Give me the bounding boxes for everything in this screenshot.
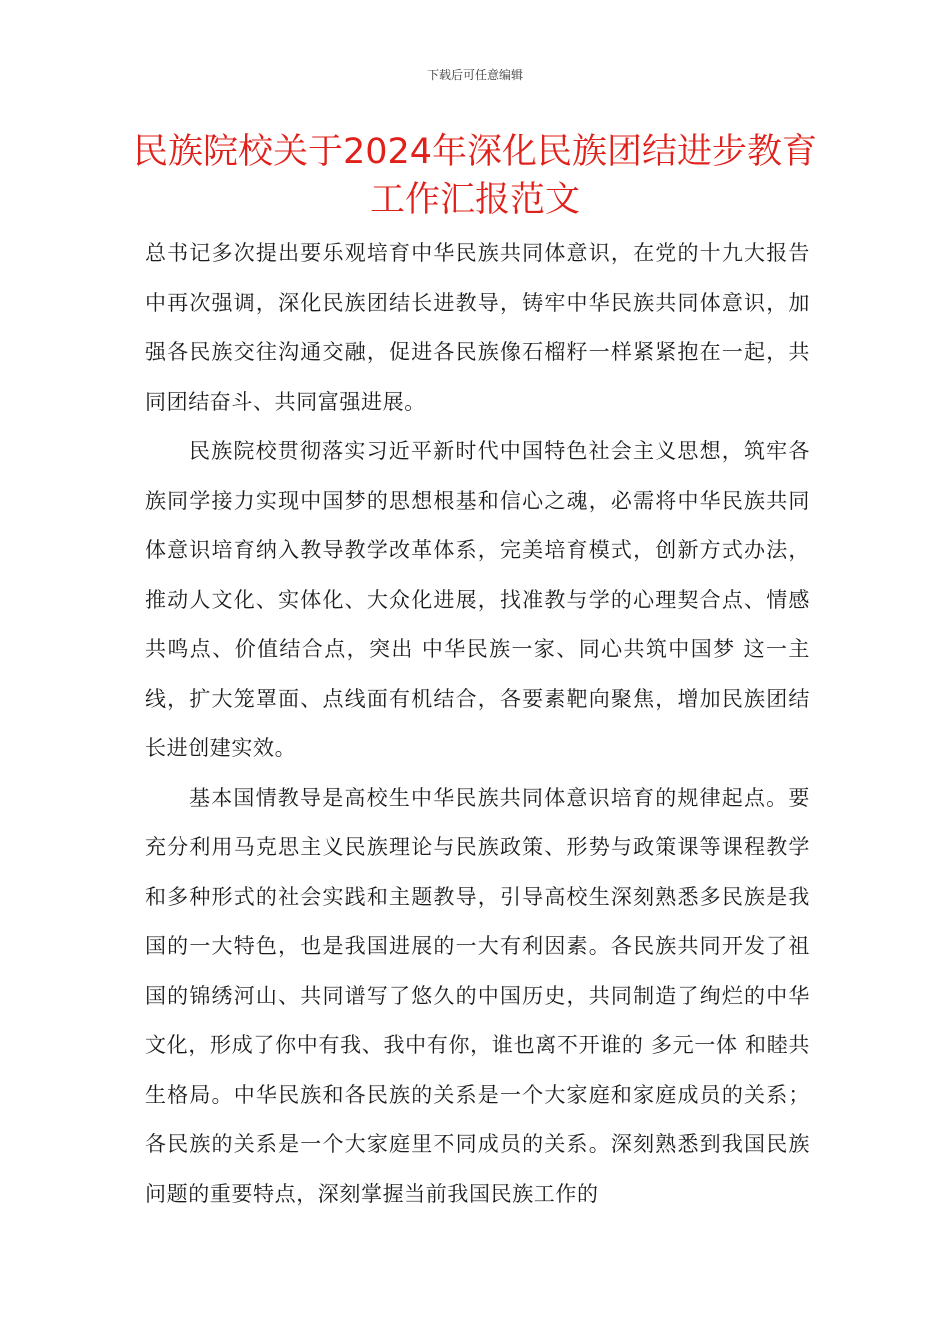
document-body [145, 229, 810, 1219]
header-note: 下载后可任意编辑 [426, 68, 523, 82]
paragraph-1: 总书记多次提出要乐观培育中华民族共同体意识，在党的十九大报告中再次强调，深化民族团结长进教导，铸牢中华民族共同体意识，加强各民族交往沟通交融，促进各民族像石榴籽一样紧紧抱在一起，共同团结奋斗、共同富强进展。 [145, 241, 810, 414]
paragraph-3: 基本国情教导是高校生中华民族共同体意识培育的规律起点。要充分利用马克思主义民族理论与民族政策、形势与政策课等课程教学和多种形式的社会实践和主题教导，引导高校生深刻熟悉多民族是我国的一大特色，也是我国进展的一大有利因素。各民族共同开发了祖国的锦绣河山、共同谱写了悠久的中国历史，共同制造了绚烂的中华文化，形成了你中有我、我中有你，谁也离不开谁的 多元一体 和睦共生格局。中华民族和各民族的关系是一个大家庭和家庭成员的关系；各民族的关系是一个大家庭里不同成员的关系。深刻熟悉到我国民族问题的重要特点，深刻掌握当前我国民族工作的 [145, 785, 810, 1206]
paragraph-2: 民族院校贯彻落实习近平新时代中国特色社会主义思想，筑牢各族同学接力实现中国梦的思想根基和信心之魂，必需将中华民族共同体意识培育纳入教导教学改革体系，完美培育模式，创新方式办法，推动人文化、实体化、大众化进展，找准教与学的心理契合点、情感共鸣点、价值结合点，突出 中华民族一家、同心共筑中国梦 这一主线，扩大笼罩面、点线面有机结合，各要素靶向聚焦，增加民族团结长进创建实效。 [145, 439, 810, 760]
document-title: 民族院校关于2024年深化民族团结进步教育工作汇报范文 [132, 132, 818, 220]
